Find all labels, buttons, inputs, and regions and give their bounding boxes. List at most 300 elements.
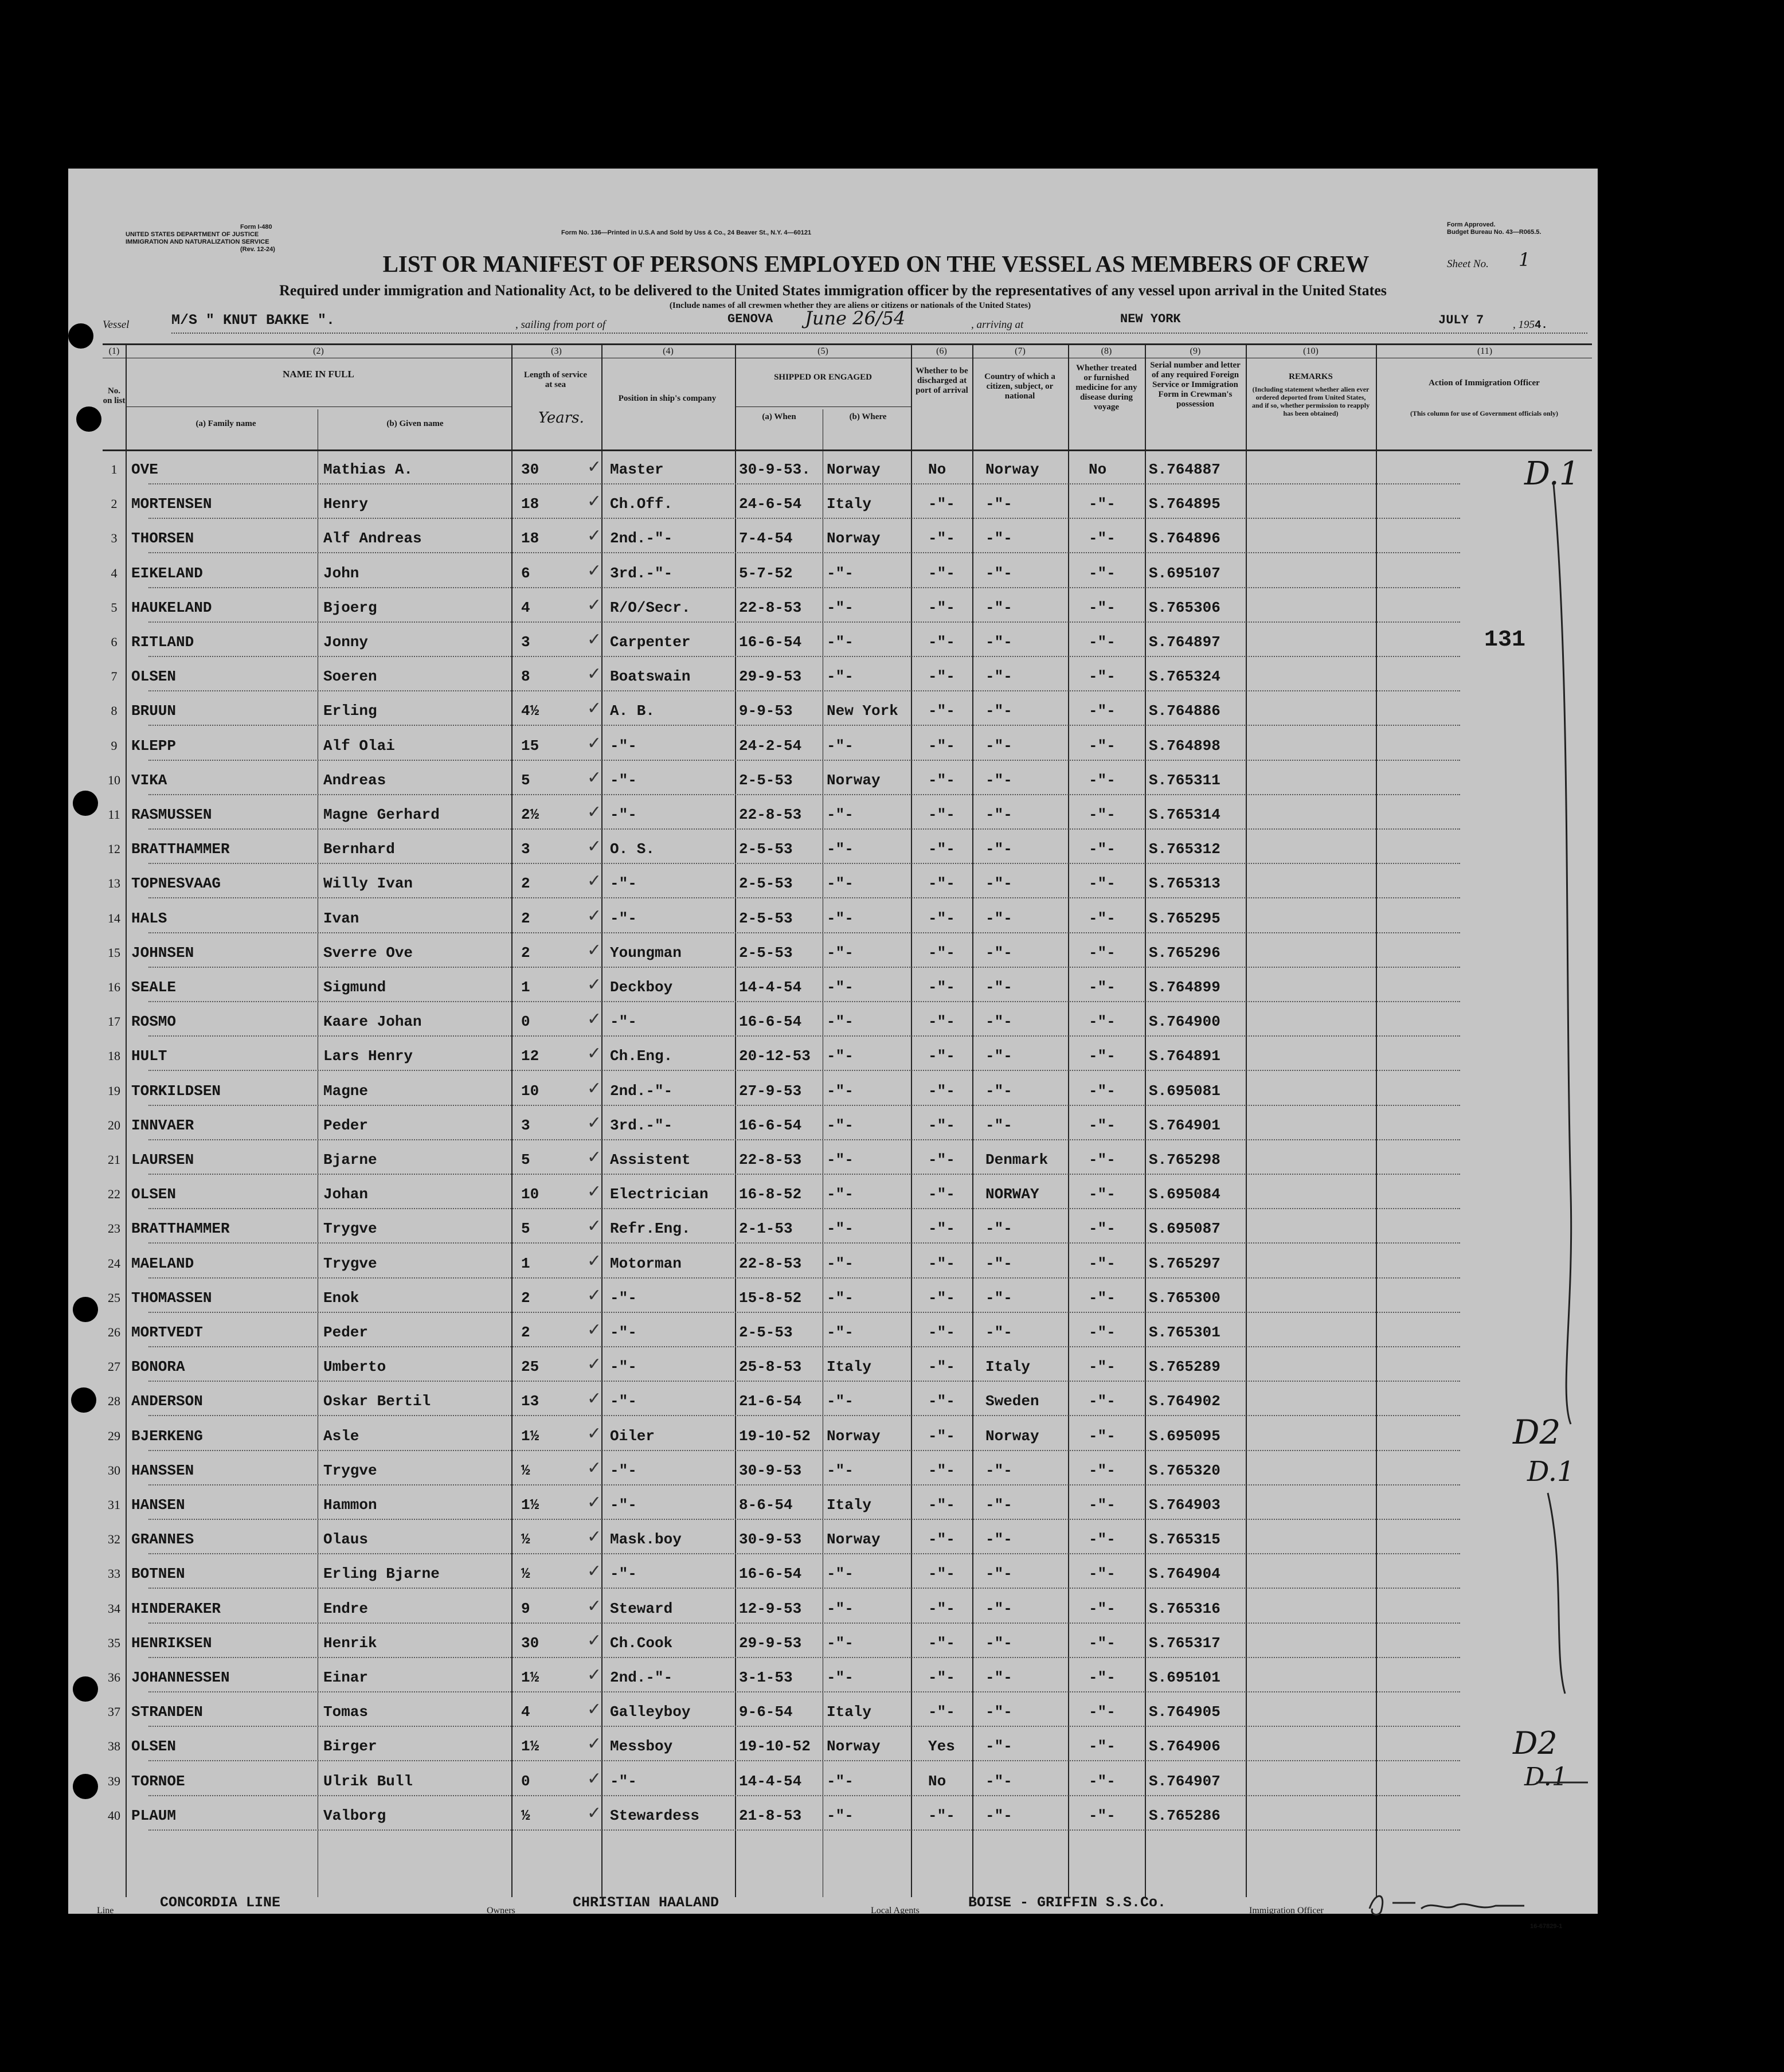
check-mark-icon: ✓ — [587, 1250, 602, 1271]
given-name: Oskar Bertil — [323, 1393, 431, 1410]
serial-number: S.765313 — [1149, 875, 1220, 893]
table-row — [68, 729, 1598, 763]
shipped-where: -"- — [827, 634, 854, 651]
discharged: -"- — [928, 1082, 955, 1100]
row-number: 34 — [108, 1601, 120, 1616]
serial-number: S.765306 — [1149, 599, 1220, 616]
table-row — [68, 625, 1598, 659]
discharged: -"- — [928, 1047, 955, 1065]
country: -"- — [985, 1220, 1012, 1238]
sailing-label: , sailing from port of — [515, 319, 606, 331]
country: -"- — [985, 564, 1012, 582]
serial-number: S.764903 — [1149, 1496, 1220, 1514]
given-name: Erling Bjarne — [323, 1565, 440, 1583]
col-shipped-engaged: SHIPPED OR ENGAGED — [774, 373, 872, 382]
check-mark-icon: ✓ — [587, 1354, 602, 1375]
shipped-when: 21-6-54 — [739, 1393, 802, 1410]
length-of-service: 4 — [521, 1703, 530, 1721]
shipped-when: 22-8-53 — [739, 806, 802, 823]
given-name: Bernhard — [323, 840, 395, 858]
discharged: -"- — [928, 909, 955, 927]
treated: -"- — [1089, 1496, 1116, 1514]
check-mark-icon: ✓ — [587, 802, 602, 822]
table-row — [68, 1695, 1598, 1729]
col-name-in-full: NAME IN FULL — [283, 369, 354, 380]
shipped-when: 24-2-54 — [739, 737, 802, 754]
row-number: 10 — [108, 772, 120, 787]
discharged: -"- — [928, 1634, 955, 1652]
length-of-service: 3 — [521, 1116, 530, 1134]
discharged: -"- — [928, 1807, 955, 1824]
family-name: BJERKENG — [131, 1427, 203, 1445]
given-name: Hammon — [323, 1496, 377, 1514]
stamp-131: 131 — [1484, 627, 1526, 653]
serial-number: S.764900 — [1149, 1013, 1220, 1031]
serial-number: S.764899 — [1149, 979, 1220, 996]
shipped-where: Italy — [827, 1496, 872, 1514]
form-printer-note: Form No. 136—Printed in U.S.A and Sold by Uss & Co., 24 Beaver St., N.Y. 4—60121 — [561, 229, 812, 236]
length-of-service: 2 — [521, 1289, 530, 1307]
shipped-where: -"- — [827, 1807, 854, 1824]
shipped-where: Italy — [827, 1703, 872, 1721]
country: -"- — [985, 634, 1012, 651]
family-name: VIKA — [131, 771, 167, 789]
shipped-where: -"- — [827, 909, 854, 927]
treated: -"- — [1089, 1807, 1116, 1824]
punch-hole — [68, 323, 93, 349]
shipped-where: -"- — [827, 1220, 854, 1238]
shipped-where: -"- — [827, 1289, 854, 1307]
serial-number: S.765298 — [1149, 1151, 1220, 1168]
position: -"- — [610, 771, 637, 789]
treated: -"- — [1089, 909, 1116, 927]
country: Norway — [985, 461, 1039, 478]
check-mark-icon: ✓ — [587, 975, 602, 995]
treated: -"- — [1089, 530, 1116, 548]
serial-number: S.695095 — [1149, 1427, 1220, 1445]
table-row — [68, 1039, 1598, 1073]
discharged: -"- — [928, 1013, 955, 1031]
family-name: HANSEN — [131, 1496, 185, 1514]
table-row — [68, 866, 1598, 901]
row-number: 22 — [108, 1187, 120, 1202]
row-number: 16 — [108, 980, 120, 994]
serial-number: S.764891 — [1149, 1047, 1220, 1065]
treated: -"- — [1089, 1600, 1116, 1617]
family-name: TORNOE — [131, 1772, 185, 1790]
country: NORWAY — [985, 1186, 1039, 1203]
country: Italy — [985, 1358, 1031, 1376]
country: Norway — [985, 1427, 1039, 1445]
shipped-when: 20-12-53 — [739, 1047, 811, 1065]
country: -"- — [985, 1807, 1012, 1824]
serial-number: S.764898 — [1149, 737, 1220, 754]
line-label: Line — [97, 1906, 114, 1915]
shipped-when: 29-9-53 — [739, 668, 802, 686]
shipped-when: 22-8-53 — [739, 1151, 802, 1168]
position: Mask.boy — [610, 1531, 682, 1549]
table-row — [68, 1522, 1598, 1557]
action-bracket-lines — [1376, 449, 1594, 1825]
discharged: -"- — [928, 1496, 955, 1514]
position: Ch.Off. — [610, 495, 673, 513]
shipped-where: -"- — [827, 1669, 854, 1686]
position: Galleyboy — [610, 1703, 691, 1721]
check-mark-icon: ✓ — [587, 1768, 602, 1789]
shipped-where: -"- — [827, 1151, 854, 1168]
row-number: 2 — [111, 497, 118, 511]
country: -"- — [985, 1565, 1012, 1583]
shipped-when: 2-5-53 — [739, 771, 793, 789]
length-of-service: 1 — [521, 1254, 530, 1272]
discharged: -"- — [928, 564, 955, 582]
discharged: -"- — [928, 1565, 955, 1583]
position: 2nd.-"- — [610, 1082, 673, 1100]
given-name: Magne Gerhard — [323, 806, 440, 823]
table-row — [68, 1660, 1598, 1695]
shipped-when: 2-1-53 — [739, 1220, 793, 1238]
family-name: OLSEN — [131, 668, 177, 686]
discharged: -"- — [928, 737, 955, 754]
form-code: 16-67829-1 — [1530, 1923, 1563, 1930]
length-of-service: 6 — [521, 564, 530, 582]
length-of-service: ½ — [521, 1565, 530, 1583]
discharged: -"- — [928, 634, 955, 651]
length-of-service: ½ — [521, 1807, 530, 1824]
check-mark-icon: ✓ — [587, 1285, 602, 1305]
family-name: HINDERAKER — [131, 1600, 221, 1617]
serial-number: S.695087 — [1149, 1220, 1220, 1238]
length-of-service: 1½ — [521, 1496, 539, 1514]
family-name: BRATTHAMMER — [131, 840, 230, 858]
sailing-port: GENOVA — [727, 312, 773, 326]
table-row — [68, 763, 1598, 797]
include-note: (Include names of all crewmen whether they are aliens or citizens or nationals of the United States) — [669, 301, 1031, 310]
check-mark-icon: ✓ — [587, 1561, 602, 1582]
serial-number: S.765315 — [1149, 1531, 1220, 1549]
given-name: Ulrik Bull — [323, 1772, 413, 1790]
shipped-when: 27-9-53 — [739, 1082, 802, 1100]
length-of-service: ½ — [521, 1461, 530, 1479]
form-approval: Form Approved. Budget Bureau No. 43—R065.5. — [1447, 221, 1542, 236]
shipped-where: -"- — [827, 1324, 854, 1341]
shipped-when: 21-8-53 — [739, 1807, 802, 1824]
shipped-where: -"- — [827, 737, 854, 754]
shipped-where: -"- — [827, 1565, 854, 1583]
given-name: Jonny — [323, 634, 369, 651]
position: Oiler — [610, 1427, 655, 1445]
table-row — [68, 1108, 1598, 1143]
table-row — [68, 1074, 1598, 1108]
check-mark-icon: ✓ — [587, 1078, 602, 1098]
family-name: MORTENSEN — [131, 495, 212, 513]
country: -"- — [985, 909, 1012, 927]
position: -"- — [610, 737, 637, 754]
length-of-service: 3 — [521, 840, 530, 858]
country: -"- — [985, 1047, 1012, 1065]
family-name: HANSSEN — [131, 1461, 194, 1479]
shipped-where: -"- — [827, 1461, 854, 1479]
shipped-when: 22-8-53 — [739, 1254, 802, 1272]
position: O. S. — [610, 840, 655, 858]
action-d1-row30: D.1 — [1527, 1456, 1575, 1488]
check-mark-icon: ✓ — [587, 1803, 602, 1823]
check-mark-icon: ✓ — [587, 1112, 602, 1133]
given-name: Valborg — [323, 1807, 386, 1824]
shipped-when: 7-4-54 — [739, 530, 793, 548]
position: -"- — [610, 1496, 637, 1514]
check-mark-icon: ✓ — [587, 1182, 602, 1202]
position: Carpenter — [610, 634, 691, 651]
country: -"- — [985, 1082, 1012, 1100]
length-of-service: 13 — [521, 1393, 539, 1410]
treated: -"- — [1089, 771, 1116, 789]
serial-number: S.765286 — [1149, 1807, 1220, 1824]
row-number: 31 — [108, 1498, 120, 1512]
family-name: HULT — [131, 1047, 167, 1065]
shipped-where: Norway — [827, 1531, 881, 1549]
given-name: John — [323, 564, 359, 582]
given-name: Bjarne — [323, 1151, 377, 1168]
country: -"- — [985, 944, 1012, 961]
shipped-where: -"- — [827, 599, 854, 616]
country: -"- — [985, 1703, 1012, 1721]
given-name: Willy Ivan — [323, 875, 413, 893]
given-name: Lars Henry — [323, 1047, 413, 1065]
position: Deckboy — [610, 979, 673, 996]
row-number: 17 — [108, 1014, 120, 1029]
table-row — [68, 452, 1598, 487]
length-of-service: 5 — [521, 1220, 530, 1238]
family-name: THOMASSEN — [131, 1289, 212, 1307]
col-serial: Serial number and letter of any required Foreign Service or Immigration Form in Crewman's possession — [1150, 361, 1241, 409]
position: Boatswain — [610, 668, 691, 686]
given-name: Einar — [323, 1669, 369, 1686]
position: -"- — [610, 909, 637, 927]
row-number: 37 — [108, 1704, 120, 1719]
row-number: 21 — [108, 1152, 120, 1167]
serial-number: S.764902 — [1149, 1393, 1220, 1410]
serial-number: S.695084 — [1149, 1186, 1220, 1203]
serial-number: S.765289 — [1149, 1358, 1220, 1376]
row-number: 33 — [108, 1566, 120, 1581]
family-name: RASMUSSEN — [131, 806, 212, 823]
treated: -"- — [1089, 1186, 1116, 1203]
discharged: -"- — [928, 1220, 955, 1238]
discharged: -"- — [928, 1358, 955, 1376]
family-name: KLEPP — [131, 737, 177, 754]
family-name: ANDERSON — [131, 1393, 203, 1410]
year-label: , 1954. — [1513, 319, 1548, 331]
treated: -"- — [1089, 1013, 1116, 1031]
country: -"- — [985, 702, 1012, 720]
col-no-on-list: No. on list — [103, 386, 126, 405]
length-of-service: ½ — [521, 1531, 530, 1549]
col-family-name: (a) Family name — [195, 419, 256, 428]
check-mark-icon: ✓ — [587, 1630, 602, 1651]
treated: -"- — [1089, 1772, 1116, 1790]
position: 2nd.-"- — [610, 530, 673, 548]
shipped-when: 16-8-52 — [739, 1186, 802, 1203]
treated: -"- — [1089, 495, 1116, 513]
arriving-port: NEW YORK — [1120, 312, 1181, 326]
shipped-where: Norway — [827, 1738, 881, 1756]
position: Motorman — [610, 1254, 682, 1272]
col-length-of-service: Length of service at sea — [524, 370, 587, 389]
serial-number: S.764905 — [1149, 1703, 1220, 1721]
table-row — [68, 1764, 1598, 1799]
table-row — [68, 1211, 1598, 1246]
country: -"- — [985, 495, 1012, 513]
length-of-service: 2 — [521, 944, 530, 961]
table-row — [68, 1729, 1598, 1764]
treated: -"- — [1089, 1082, 1116, 1100]
given-name: Asle — [323, 1427, 359, 1445]
row-number: 15 — [108, 945, 120, 960]
given-name: Johan — [323, 1186, 369, 1203]
row-number: 40 — [108, 1808, 120, 1823]
col-where: (b) Where — [849, 412, 887, 421]
check-mark-icon: ✓ — [587, 1043, 602, 1064]
row-number: 28 — [108, 1394, 120, 1409]
family-name: HAUKELAND — [131, 599, 212, 616]
treated: -"- — [1089, 737, 1116, 754]
discharged: Yes — [928, 1738, 955, 1756]
length-of-service: 1 — [521, 979, 530, 996]
action-d1-top: D.1 — [1524, 455, 1580, 492]
given-name: Andreas — [323, 771, 386, 789]
row-number: 4 — [111, 565, 118, 580]
given-name: Erling — [323, 702, 377, 720]
serial-number: S.765296 — [1149, 944, 1220, 961]
treated: -"- — [1089, 875, 1116, 893]
row-number: 36 — [108, 1670, 120, 1684]
treated: -"- — [1089, 1669, 1116, 1686]
length-of-service: 4 — [521, 599, 530, 616]
treated: -"- — [1089, 564, 1116, 582]
shipped-when: 2-5-53 — [739, 944, 793, 961]
treated: -"- — [1089, 668, 1116, 686]
treated: -"- — [1089, 944, 1116, 961]
shipped-where: New York — [827, 702, 898, 720]
length-of-service: 0 — [521, 1013, 530, 1031]
row-number: 30 — [108, 1463, 120, 1477]
serial-number: S.765311 — [1149, 771, 1220, 789]
discharged: No — [928, 1772, 946, 1790]
shipped-where: -"- — [827, 1116, 854, 1134]
country: -"- — [985, 875, 1012, 893]
check-mark-icon: ✓ — [587, 1423, 602, 1444]
serial-number: S.765312 — [1149, 840, 1220, 858]
length-of-service: 2 — [521, 909, 530, 927]
family-name: LAURSEN — [131, 1151, 194, 1168]
discharged: -"- — [928, 1289, 955, 1307]
position: Electrician — [610, 1186, 709, 1203]
table-row — [68, 694, 1598, 728]
discharged: No — [928, 461, 946, 478]
row-number: 20 — [108, 1117, 120, 1132]
family-name: STRANDEN — [131, 1703, 203, 1721]
country: -"- — [985, 1531, 1012, 1549]
family-name: RITLAND — [131, 634, 194, 651]
given-name: Peder — [323, 1116, 369, 1134]
check-mark-icon: ✓ — [587, 491, 602, 512]
shipped-where: -"- — [827, 668, 854, 686]
shipped-where: -"- — [827, 1600, 854, 1617]
serial-number: S.765324 — [1149, 668, 1220, 686]
shipped-when: 30-9-53 — [739, 1531, 802, 1549]
form-issuer: Form I-480 UNITED STATES DEPARTMENT OF JUSTICE IMMIGRATION AND NATURALIZATION SERVICE (Rev. 12-24) — [126, 224, 275, 253]
shipped-when: 9-9-53 — [739, 702, 793, 720]
row-number: 13 — [108, 876, 120, 891]
check-mark-icon: ✓ — [587, 767, 602, 788]
serial-number: S.764886 — [1149, 702, 1220, 720]
discharged: -"- — [928, 1669, 955, 1686]
table-row — [68, 556, 1598, 591]
shipped-where: -"- — [827, 875, 854, 893]
length-of-service: 18 — [521, 495, 539, 513]
table-row — [68, 521, 1598, 556]
serial-number: S.695101 — [1149, 1669, 1220, 1686]
shipped-when: 9-6-54 — [739, 1703, 793, 1721]
given-name: Peder — [323, 1324, 369, 1341]
family-name: HENRIKSEN — [131, 1634, 212, 1652]
given-name: Sigmund — [323, 979, 386, 996]
serial-number: S.764901 — [1149, 1116, 1220, 1134]
discharged: -"- — [928, 1116, 955, 1134]
country: -"- — [985, 771, 1012, 789]
col-action-note: (This column for use of Government officials only) — [1410, 409, 1559, 417]
shipped-when: 3-1-53 — [739, 1669, 793, 1686]
position: -"- — [610, 806, 637, 823]
length-of-service: 4½ — [521, 702, 539, 720]
family-name: GRANNES — [131, 1531, 194, 1549]
length-of-service: 10 — [521, 1082, 539, 1100]
discharged: -"- — [928, 1531, 955, 1549]
shipped-where: Norway — [827, 530, 881, 548]
punch-hole — [76, 406, 101, 432]
country: -"- — [985, 1116, 1012, 1134]
shipped-where: Norway — [827, 771, 881, 789]
col-treated: Whether treated or furnished medicine for any disease during voyage — [1075, 363, 1137, 412]
table-row — [68, 1384, 1598, 1418]
check-mark-icon: ✓ — [587, 560, 602, 581]
check-mark-icon: ✓ — [587, 664, 602, 685]
check-mark-icon: ✓ — [587, 733, 602, 753]
treated: -"- — [1089, 1461, 1116, 1479]
position: -"- — [610, 1358, 637, 1376]
family-name: JOHNSEN — [131, 944, 194, 961]
shipped-where: -"- — [827, 1186, 854, 1203]
serial-number: S.764904 — [1149, 1565, 1220, 1583]
length-of-service: 10 — [521, 1186, 539, 1203]
shipped-where: -"- — [827, 1772, 854, 1790]
discharged: -"- — [928, 1186, 955, 1203]
table-row — [68, 832, 1598, 866]
check-mark-icon: ✓ — [587, 871, 602, 892]
table-row — [68, 1799, 1598, 1833]
action-d2-row29: D2 — [1513, 1413, 1561, 1452]
discharged: -"- — [928, 840, 955, 858]
table-row — [68, 1246, 1598, 1281]
row-number: 18 — [108, 1049, 120, 1064]
table-row — [68, 1281, 1598, 1315]
discharged: -"- — [928, 771, 955, 789]
discharged: -"- — [928, 1461, 955, 1479]
sheet-number: 1 — [1519, 249, 1531, 271]
serial-number: S.765301 — [1149, 1324, 1220, 1341]
row-number: 6 — [111, 635, 118, 649]
